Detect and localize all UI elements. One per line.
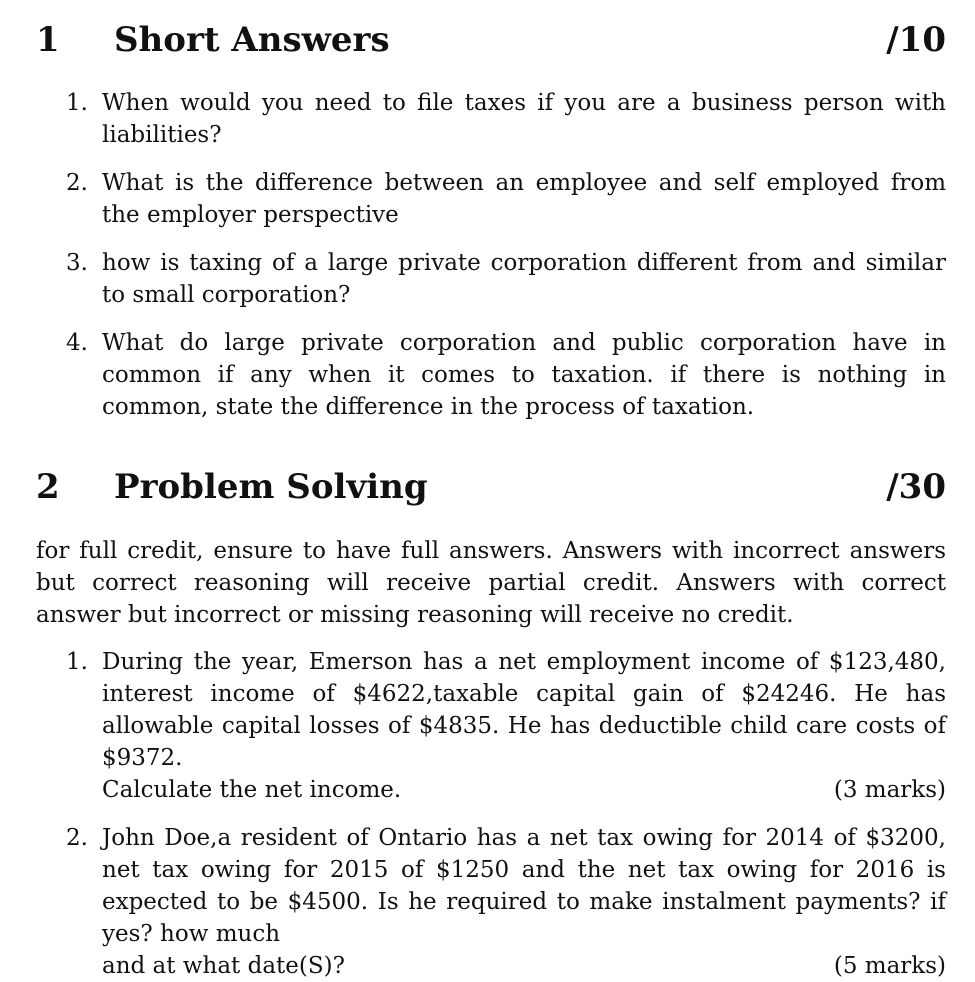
problem-text: During the year, Emerson has a net employment income of $123,480, interest income of $4622,taxable capital gain of $24246. He has allowable capital losses of $4835. He has deductible child care costs of $9372. bbox=[102, 649, 946, 771]
question-text: What do large private corporation and public corporation have in common if any when it comes to taxation. if there is nothing in common, state the difference in the process of taxation. bbox=[102, 330, 946, 420]
problem-last-line: Calculate the net income. bbox=[102, 777, 402, 803]
section-1-score: /10 bbox=[886, 20, 946, 60]
problem-number: 1. bbox=[66, 649, 88, 675]
instructions-paragraph: for full credit, ensure to have full answers. Answers with incorrect answers but correct reasoning will receive partial credit. Answers with correct answer but incorrect or missing reasoning will receive no credit. bbox=[36, 538, 946, 628]
question-item bbox=[66, 247, 946, 311]
section-1-number: 1 bbox=[36, 20, 60, 60]
section-1-heading bbox=[36, 20, 946, 64]
problem-final-line bbox=[102, 950, 946, 982]
question-number: 2. bbox=[66, 170, 88, 196]
question-number: 1. bbox=[66, 90, 88, 116]
question-item bbox=[66, 327, 946, 423]
problem-list bbox=[66, 646, 946, 982]
section-2-title: Problem Solving bbox=[114, 467, 428, 507]
question-number: 4. bbox=[66, 330, 88, 356]
section-2-heading bbox=[36, 467, 946, 511]
section-2-score: /30 bbox=[886, 467, 946, 507]
problem-item bbox=[66, 822, 946, 982]
problem-final-line bbox=[102, 774, 946, 806]
question-text: What is the difference between an employee and self employed from the employer perspective bbox=[102, 170, 946, 228]
section-2-number: 2 bbox=[36, 467, 60, 507]
problem-item bbox=[66, 646, 946, 806]
problem-number: 2. bbox=[66, 825, 88, 851]
problem-body bbox=[102, 822, 946, 982]
question-item bbox=[66, 87, 946, 151]
section-1-title: Short Answers bbox=[114, 20, 390, 60]
question-text: When would you need to file taxes if you are a business person with liabilities? bbox=[102, 90, 946, 148]
problem-text: John Doe,a resident of Ontario has a net tax owing for 2014 of $3200, net tax owing for 2015 of $1250 and the net tax owing for 2016 is expected to be $4500. Is he required to make instalment payments? if yes? how much bbox=[102, 825, 946, 947]
problem-last-line: and at what date(S)? bbox=[102, 953, 345, 979]
question-text: how is taxing of a large private corporation different from and similar to small corporation? bbox=[102, 250, 946, 308]
marks-label: (5 marks) bbox=[833, 953, 946, 979]
question-number: 3. bbox=[66, 250, 88, 276]
question-item bbox=[66, 167, 946, 231]
marks-label: (3 marks) bbox=[833, 777, 946, 803]
problem-body bbox=[102, 646, 946, 806]
short-answer-list bbox=[66, 87, 946, 423]
